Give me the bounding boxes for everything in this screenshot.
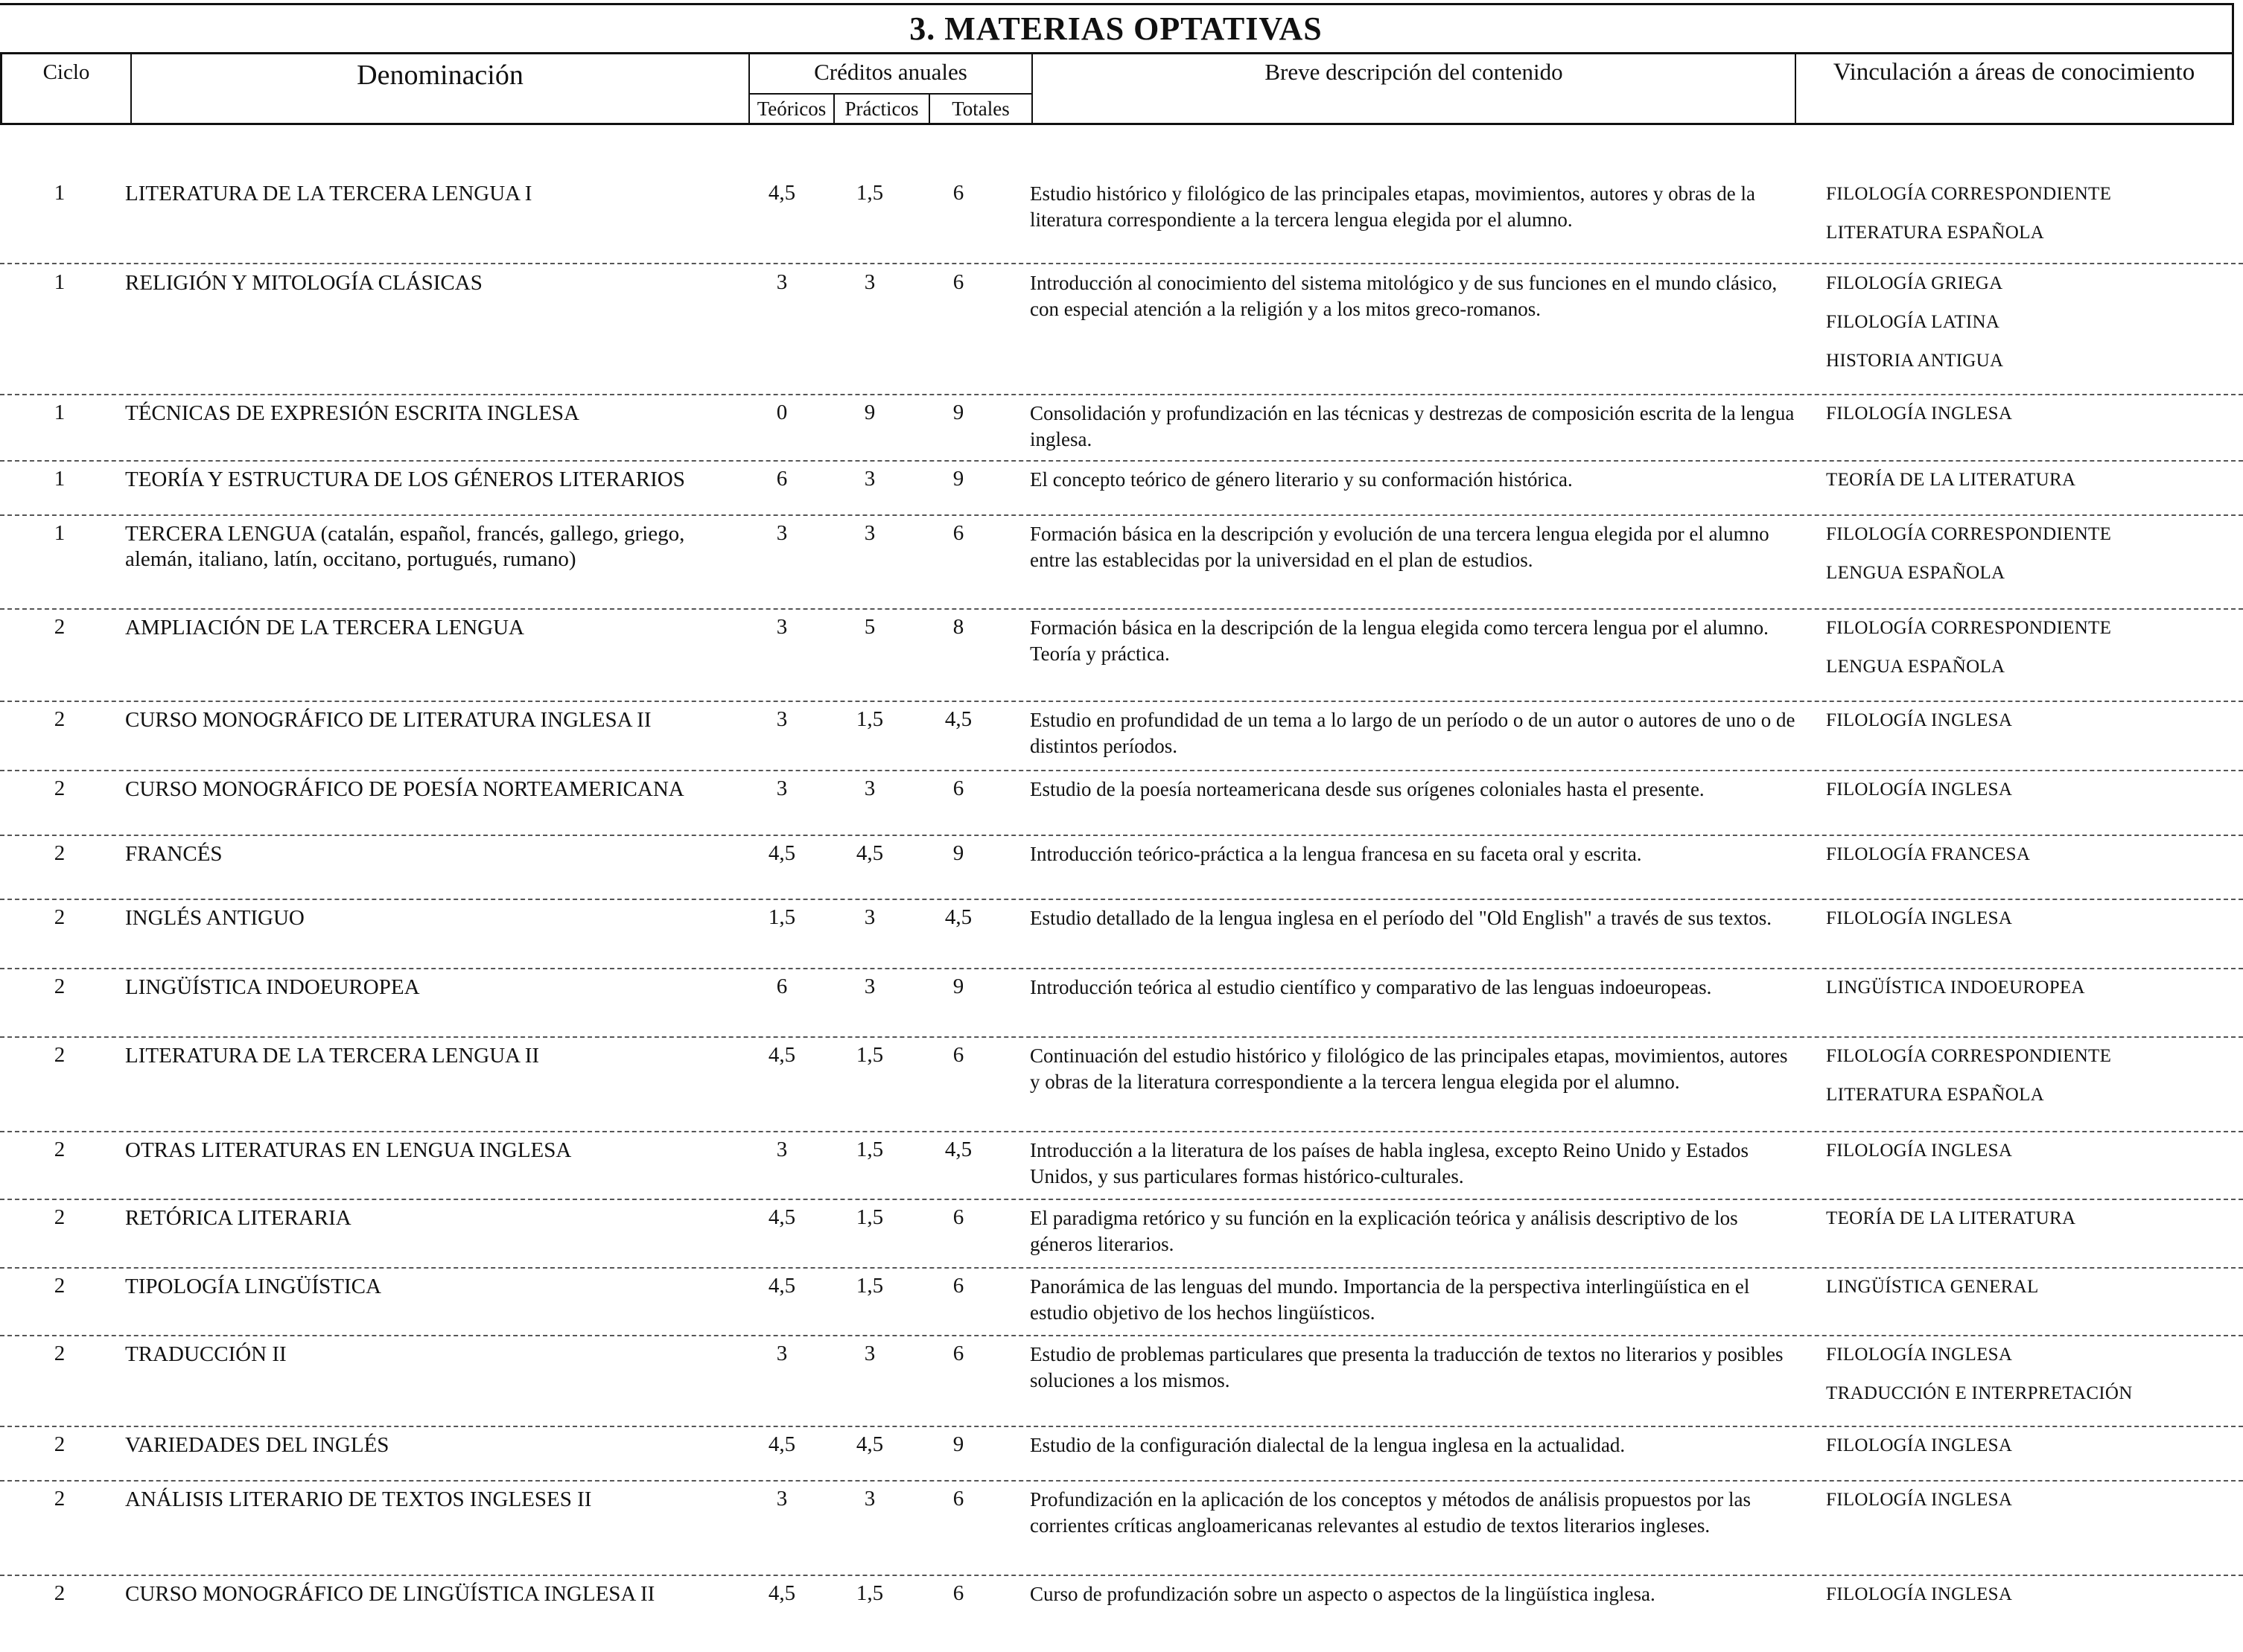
row-vinculacion [1826, 1432, 2228, 1471]
row-creditos-teoricos: 3 [776, 776, 788, 800]
row-creditos-teoricos: 1,5 [768, 905, 796, 929]
area-of-knowledge: FILOLOGÍA FRANCESA [1826, 844, 2031, 864]
subjects-table-body [0, 125, 2243, 1644]
row-denominacion: ANÁLISIS LITERARIO DE TEXTOS INGLESES II [125, 1487, 592, 1511]
table-row [0, 401, 2243, 462]
row-creditos-teoricos: 3 [776, 707, 788, 731]
header-ciclo: Ciclo [42, 60, 90, 84]
row-creditos-teoricos: 4,5 [768, 841, 796, 865]
table-header [0, 52, 2234, 125]
row-ciclo: 1 [54, 401, 66, 424]
row-descripcion: Introducción a la literatura de los países de habla inglesa, excepto Reino Unido y Estados Unidos, y sus particulares formas histórico-culturales. [1030, 1139, 1749, 1187]
row-descripcion: Formación básica en la descripción y evolución de una tercera lengua elegida por el alumno entre las establecidas por la universidad en el plan de estudios. [1030, 523, 1769, 571]
row-vinculacion [1826, 1205, 2228, 1244]
row-creditos-practicos: 3 [864, 270, 876, 294]
row-descripcion: Estudio de la poesía norteamericana desde sus orígenes coloniales hasta el presente. [1030, 778, 1705, 800]
row-creditos-totales: 6 [952, 1342, 964, 1365]
table-row [0, 707, 2243, 771]
row-ciclo: 2 [54, 975, 66, 998]
row-descripcion: El concepto teórico de género literario y su conformación histórica. [1030, 468, 1573, 491]
area-of-knowledge: TRADUCCIÓN E INTERPRETACIÓN [1826, 1383, 2133, 1403]
row-denominacion: CURSO MONOGRÁFICO DE LINGÜÍSTICA INGLESA II [125, 1582, 655, 1606]
area-of-knowledge: FILOLOGÍA CORRESPONDIENTE [1826, 1046, 2112, 1066]
row-vinculacion [1826, 521, 2228, 599]
row-vinculacion [1826, 905, 2228, 944]
row-descripcion: Introducción teórica al estudio científico y comparativo de las lenguas indoeuropeas. [1030, 976, 1712, 998]
row-denominacion: CURSO MONOGRÁFICO DE LITERATURA INGLESA II [125, 708, 652, 732]
area-of-knowledge: LENGUA ESPAÑOLA [1826, 563, 2005, 583]
area-of-knowledge: FILOLOGÍA INGLESA [1826, 1141, 2013, 1161]
row-denominacion: TIPOLOGÍA LINGÜÍSTICA [125, 1275, 381, 1298]
row-creditos-teoricos: 4,5 [768, 1043, 796, 1067]
row-creditos-practicos: 1,5 [856, 1581, 884, 1605]
row-denominacion: LITERATURA DE LA TERCERA LENGUA II [125, 1044, 540, 1068]
table-row [0, 1581, 2243, 1626]
row-creditos-practicos: 3 [864, 521, 876, 545]
table-row [0, 905, 2243, 969]
row-creditos-practicos: 3 [864, 905, 876, 929]
row-creditos-totales: 6 [952, 1205, 964, 1229]
row-denominacion: CURSO MONOGRÁFICO DE POESÍA NORTEAMERICANA [125, 777, 684, 801]
table-row [0, 1432, 2243, 1482]
area-of-knowledge: FILOLOGÍA INGLESA [1826, 779, 2013, 800]
row-descripcion: Introducción teórico-práctica a la lengua francesa en su faceta oral y escrita. [1030, 843, 1642, 865]
row-ciclo: 2 [54, 1581, 66, 1605]
row-creditos-teoricos: 3 [776, 521, 788, 545]
row-creditos-practicos: 3 [864, 975, 876, 998]
row-ciclo: 2 [54, 1432, 66, 1456]
row-descripcion: Consolidación y profundización en las técnicas y destrezas de composición escrita de la lengua inglesa. [1030, 402, 1795, 450]
row-creditos-practicos: 1,5 [856, 181, 884, 205]
row-creditos-practicos: 3 [864, 1487, 876, 1511]
row-creditos-totales: 4,5 [944, 707, 973, 731]
row-creditos-practicos: 1,5 [856, 1043, 884, 1067]
area-of-knowledge: FILOLOGÍA CORRESPONDIENTE [1826, 524, 2112, 544]
row-descripcion: El paradigma retórico y su función en la explicación teórica y análisis descriptivo de los géneros literarios. [1030, 1207, 1738, 1255]
row-descripcion: Introducción al conocimiento del sistema mitológico y de sus funciones en el mundo clásico, con especial atención a la religión y a los mitos greco-romanos. [1030, 272, 1778, 320]
row-creditos-teoricos: 6 [776, 467, 788, 491]
header-totales: Totales [930, 93, 1031, 123]
row-denominacion: TEORÍA Y ESTRUCTURA DE LOS GÉNEROS LITERARIOS [125, 468, 685, 491]
row-creditos-practicos: 3 [864, 776, 876, 800]
row-denominacion: TERCERA LENGUA (catalán, español, francés, gallego, griego, alemán, italiano, latín, occitano, portugués, rumano) [125, 522, 685, 571]
row-descripcion: Estudio detallado de la lengua inglesa en el período del "Old English" a través de sus textos. [1030, 907, 1772, 929]
row-creditos-totales: 6 [952, 521, 964, 545]
row-descripcion: Estudio de la configuración dialectal de la lengua inglesa en la actualidad. [1030, 1434, 1626, 1456]
row-creditos-teoricos: 3 [776, 615, 788, 639]
row-creditos-totales: 9 [952, 975, 964, 998]
row-creditos-teoricos: 4,5 [768, 181, 796, 205]
header-vinculacion: Vinculación a áreas de conocimiento [1833, 59, 2195, 86]
row-creditos-teoricos: 4,5 [768, 1581, 796, 1605]
row-descripcion: Panorámica de las lenguas del mundo. Importancia de la perspectiva interlingüística en el estudio objetivo de los hechos lingüísticos. [1030, 1275, 1750, 1324]
row-descripcion: Formación básica en la descripción de la lengua elegida como tercera lengua por el alumno. Teoría y práctica. [1030, 616, 1769, 665]
header-denominacion: Denominación [357, 60, 524, 91]
row-creditos-practicos: 5 [864, 615, 876, 639]
row-ciclo: 2 [54, 1138, 66, 1161]
row-ciclo: 2 [54, 1205, 66, 1229]
row-creditos-totales: 6 [952, 1581, 964, 1605]
row-descripcion: Continuación del estudio histórico y filológico de las principales etapas, movimientos, autores y obras de la literatura correspondiente a la tercera lengua elegida por el alumno. [1030, 1045, 1788, 1093]
row-vinculacion [1826, 270, 2228, 386]
row-vinculacion [1826, 1043, 2228, 1120]
row-creditos-totales: 9 [952, 401, 964, 424]
table-row [0, 181, 2243, 264]
row-creditos-totales: 6 [952, 1274, 964, 1298]
header-teoricos: Teóricos [750, 93, 835, 123]
header-descripcion: Breve descripción del contenido [1264, 59, 1563, 85]
row-denominacion: RETÓRICA LITERARIA [125, 1206, 351, 1230]
row-creditos-totales: 6 [952, 181, 964, 205]
row-creditos-practicos: 1,5 [856, 707, 884, 731]
row-creditos-totales: 9 [952, 467, 964, 491]
area-of-knowledge: FILOLOGÍA INGLESA [1826, 1345, 2013, 1365]
header-creditos-cell [748, 54, 1031, 123]
table-row [0, 521, 2243, 610]
area-of-knowledge: HISTORIA ANTIGUA [1826, 351, 2004, 371]
header-descripcion-cell [1031, 54, 1795, 123]
row-ciclo: 2 [54, 1043, 66, 1067]
row-vinculacion [1826, 401, 2228, 439]
table-row [0, 1138, 2243, 1200]
row-descripcion: Curso de profundización sobre un aspecto o aspectos de la lingüística inglesa. [1030, 1583, 1655, 1605]
row-descripcion: Estudio en profundidad de un tema a lo largo de un período o de un autor o autores de uno o de distintos períodos. [1030, 709, 1795, 757]
row-creditos-teoricos: 6 [776, 975, 788, 998]
row-creditos-teoricos: 0 [776, 401, 788, 424]
row-creditos-totales: 4,5 [944, 1138, 973, 1161]
row-creditos-teoricos: 4,5 [768, 1274, 796, 1298]
row-denominacion: INGLÉS ANTIGUO [125, 906, 305, 930]
header-vinculacion-cell [1795, 54, 2234, 123]
row-ciclo: 2 [54, 1342, 66, 1365]
row-denominacion: LINGÜÍSTICA INDOEUROPEA [125, 975, 420, 999]
row-descripcion: Estudio histórico y filológico de las principales etapas, movimientos, autores y obras de la literatura correspondiente a la tercera lengua elegida por el alumno. [1030, 182, 1756, 231]
row-vinculacion [1826, 615, 2228, 692]
row-creditos-totales: 8 [952, 615, 964, 639]
row-creditos-practicos: 3 [864, 1342, 876, 1365]
row-vinculacion [1826, 467, 2228, 506]
row-creditos-practicos: 4,5 [856, 1432, 884, 1456]
row-denominacion: FRANCÉS [125, 842, 223, 866]
table-row [0, 975, 2243, 1038]
row-denominacion: OTRAS LITERATURAS EN LENGUA INGLESA [125, 1138, 572, 1162]
area-of-knowledge: FILOLOGÍA INGLESA [1826, 1435, 2013, 1455]
row-creditos-practicos: 4,5 [856, 841, 884, 865]
table-row [0, 1342, 2243, 1427]
row-denominacion: TRADUCCIÓN II [125, 1342, 287, 1366]
table-row [0, 1274, 2243, 1336]
header-practicos: Prácticos [835, 93, 930, 123]
row-vinculacion [1826, 707, 2228, 746]
area-of-knowledge: LENGUA ESPAÑOLA [1826, 657, 2005, 677]
row-vinculacion [1826, 181, 2228, 258]
row-vinculacion [1826, 1138, 2228, 1176]
table-row [0, 270, 2243, 395]
table-row [0, 615, 2243, 702]
row-creditos-teoricos: 4,5 [768, 1205, 796, 1229]
row-creditos-teoricos: 3 [776, 1342, 788, 1365]
row-vinculacion [1826, 1487, 2228, 1525]
row-ciclo: 2 [54, 905, 66, 929]
row-descripcion: Profundización en la aplicación de los conceptos y métodos de análisis propuestos por las corrientes críticas angloamericanas relevantes al estudio de textos literarios ingleses. [1030, 1488, 1752, 1537]
area-of-knowledge: FILOLOGÍA INGLESA [1826, 710, 2013, 730]
row-ciclo: 1 [54, 467, 66, 491]
table-row [0, 776, 2243, 836]
title-box [0, 3, 2234, 52]
row-denominacion: VARIEDADES DEL INGLÉS [125, 1433, 389, 1457]
row-denominacion: LITERATURA DE LA TERCERA LENGUA I [125, 182, 532, 205]
row-vinculacion [1826, 1581, 2228, 1620]
table-row [0, 1487, 2243, 1576]
row-vinculacion [1826, 776, 2228, 815]
area-of-knowledge: LINGÜÍSTICA GENERAL [1826, 1277, 2039, 1297]
row-ciclo: 2 [54, 615, 66, 639]
area-of-knowledge: TEORÍA DE LA LITERATURA [1826, 470, 2076, 490]
area-of-knowledge: FILOLOGÍA CORRESPONDIENTE [1826, 618, 2112, 638]
area-of-knowledge: FILOLOGÍA INGLESA [1826, 1490, 2013, 1510]
area-of-knowledge: FILOLOGÍA GRIEGA [1826, 273, 2003, 293]
page-title: 3. MATERIAS OPTATIVAS [909, 10, 1323, 47]
area-of-knowledge: FILOLOGÍA LATINA [1826, 312, 2000, 332]
area-of-knowledge: FILOLOGÍA INGLESA [1826, 404, 2013, 424]
table-row [0, 1043, 2243, 1132]
row-ciclo: 2 [54, 841, 66, 865]
row-creditos-totales: 6 [952, 776, 964, 800]
row-ciclo: 1 [54, 270, 66, 294]
area-of-knowledge: TEORÍA DE LA LITERATURA [1826, 1208, 2076, 1228]
area-of-knowledge: FILOLOGÍA INGLESA [1826, 1584, 2013, 1604]
table-row [0, 841, 2243, 900]
area-of-knowledge: LINGÜÍSTICA INDOEUROPEA [1826, 978, 2085, 998]
row-creditos-teoricos: 4,5 [768, 1432, 796, 1456]
row-vinculacion [1826, 1274, 2228, 1313]
table-row [0, 1205, 2243, 1269]
area-of-knowledge: LITERATURA ESPAÑOLA [1826, 1085, 2044, 1105]
row-creditos-practicos: 9 [864, 401, 876, 424]
header-ciclo-cell [0, 54, 130, 123]
row-vinculacion [1826, 841, 2228, 880]
row-ciclo: 2 [54, 1487, 66, 1511]
area-of-knowledge: FILOLOGÍA CORRESPONDIENTE [1826, 184, 2112, 204]
row-creditos-practicos: 1,5 [856, 1274, 884, 1298]
row-denominacion: TÉCNICAS DE EXPRESIÓN ESCRITA INGLESA [125, 401, 579, 425]
row-creditos-totales: 6 [952, 1487, 964, 1511]
table-row [0, 467, 2243, 516]
row-ciclo: 2 [54, 1274, 66, 1298]
row-ciclo: 1 [54, 181, 66, 205]
row-creditos-practicos: 1,5 [856, 1138, 884, 1161]
row-creditos-totales: 9 [952, 1432, 964, 1456]
header-creditos: Créditos anuales [814, 59, 967, 85]
area-of-knowledge: FILOLOGÍA INGLESA [1826, 908, 2013, 928]
row-creditos-teoricos: 3 [776, 1138, 788, 1161]
row-creditos-totales: 9 [952, 841, 964, 865]
row-creditos-teoricos: 3 [776, 270, 788, 294]
header-denominacion-cell [130, 54, 748, 123]
row-creditos-totales: 4,5 [944, 905, 973, 929]
row-creditos-totales: 6 [952, 1043, 964, 1067]
row-ciclo: 2 [54, 707, 66, 731]
row-creditos-totales: 6 [952, 270, 964, 294]
row-vinculacion [1826, 975, 2228, 1013]
row-creditos-teoricos: 3 [776, 1487, 788, 1511]
row-creditos-practicos: 1,5 [856, 1205, 884, 1229]
row-ciclo: 2 [54, 776, 66, 800]
row-creditos-practicos: 3 [864, 467, 876, 491]
area-of-knowledge: LITERATURA ESPAÑOLA [1826, 223, 2044, 243]
row-ciclo: 1 [54, 521, 66, 545]
row-denominacion: RELIGIÓN Y MITOLOGÍA CLÁSICAS [125, 271, 483, 295]
row-descripcion: Estudio de problemas particulares que presenta la traducción de textos no literarios y posibles soluciones a los mismos. [1030, 1343, 1784, 1391]
row-denominacion: AMPLIACIÓN DE LA TERCERA LENGUA [125, 616, 524, 640]
row-vinculacion [1826, 1342, 2228, 1419]
